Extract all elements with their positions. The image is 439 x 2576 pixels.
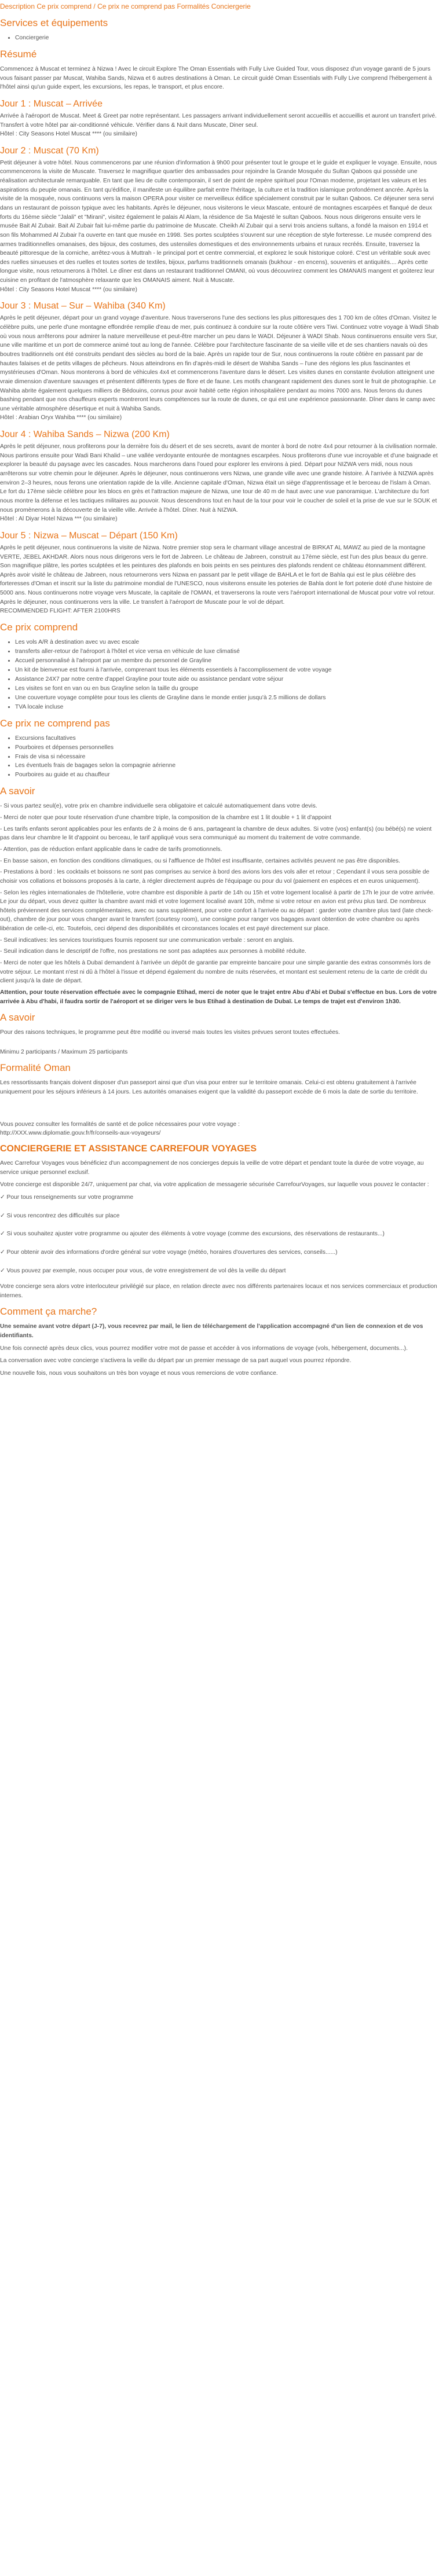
how-title: Comment ça marche? — [0, 1306, 97, 1318]
includes-list — [0, 638, 439, 712]
know2-text: Pour des raisons techniques, le programme peut être modifié ou inversé mais toutes les visites prévues seront toutes effectuées. — [0, 1029, 341, 1036]
consult-text: Vous pouvez consulter les formalités de santé et de police nécessaires pour votre voyage : — [0, 1121, 240, 1128]
know-line: - Les tarifs enfants seront applicables pour les enfants de 2 à moins de 6 ans, partageant la chambre de deux adultes. Si votre (vos) enfant(s) (ou bébé(s) ne voient pas dans leur chambre le lit d'appoint ou berceau, le tarif appliqué vous sera communiqué au moment du traitement de votre commande. — [0, 825, 432, 842]
list-item: • Pourboires et dépenses personnelles — [15, 743, 439, 753]
list-item: • Une couverture voyage complète pour tous les clients de Grayline dans le monde entier jusqu'à 2.5 millions de dollars — [15, 693, 439, 703]
participants-text: Minimu 2 participants / Maximum 25 participants — [0, 1048, 128, 1055]
concierge-item: ✓ Vous pouvez par exemple, nous occuper pour vous, de votre enregistrement de vol dès la veille du départ — [0, 1267, 286, 1274]
day-text: Après le petit déjeuner, nous profiterons pour la dernière fois du désert et de ses secrets, avant de monter à bord de notre 4x4 pour retourner à la civilisation normale. Nous partirons ensuite pour Wadi Bani Khalid – une vallée verdoyante entourée de montagnes escarpées. Nous profiterons d'une vue incroyable et d'une baignade et explorer la beauté du paysage avec les cascades. Nous marcherons dans l'oued pour explorer les environs à pied. Départ pour NIZWA vers midi, nous nous arrêterons sur votre chemin pour le déjeuner. Après le déjeuner, nous continuerons vers Nizwa, une grande ville avec une grande histoire. À l'arrivée à NIZWA après environ 2–3 heures, nous ferons une orientation rapide de la ville. Ancienne capitale d'Oman, Nizwa était un siège d'apprentissage et le berceau de l'islam à Oman. Le fort du 17ème siècle célèbre pour les blocs en grès et l'attraction majeure de Nizwa, une tour de 40 m de haut avec une vue panoramique. L'architecture du fort nous montre la défense et les tactiques militaires au pouvoir. Nous descendrons tout en haut de la tour pour voir le coucher de soleil et la prise de vue sur le SOUK et nous promènerons à la découverte de la vieille ville. Arrivée à l'hôtel. Dîner. Nuit à NIZWA. — [0, 443, 438, 513]
day-text: Après le petit déjeuner, nous continuerons la visite de Nizwa. Notre premier stop sera le charmant village ancestral de BIRKAT AL MAWZ au pied de la montagne VERTE, JEBEL AKHDAR. Alors nous nous dirigerons vers le fort de Jabreen. Le château de Jabreen, construit au 17ème siècle, est l'un des plus beaux du genre. Son magnifique plâtre, les portes sculptées et les peintures des plafonds en bois peints en ses peintures des plafonds rendent ce château étonnamment différent. Après avoir visité le château de Jabreen, nous retournerons vers Nizwa en passant par le petit village de BAHLA et le fort de Bahla qui est le plus célèbre des forteresses d'Oman et inscrit sur la liste du patrimoine mondial de l'UNESCO, nous visiterons ensuite les poteries de Bahla dont le fort poterie doté d'une histoire de 5000 ans. Nous continuerons notre voyage vers Muscate, la capitale de l'OMAN, et traverserons la route vers l'aéroport international de Muscat pour votre vol retour. Après le déjeuner, nous continuerons vers la ville. Le transfert à l'aéroport de Muscate pour le vol de départ. — [0, 544, 435, 606]
how-p3: La conversation avec votre concierge s'activera la veille du départ par un premier message de sa part auquel vous pourrez répondre. — [0, 1357, 352, 1364]
day-title: Jour 4 : Wahiba Sands – Nizwa (200 Km) — [0, 430, 170, 440]
concierge-contact: Votre concierge est disponible 24/7, uniquement par chat, via votre application de messagerie sécurisée CarrefourVoyages, sur laquelle vous pouvez le contacter : — [0, 1181, 429, 1188]
day-text: Arrivée à l'aéroport de Muscat. Meet & Greet par notre représentant. Les passagers arrivant individuellement seront accueillis et accueillis et auront un transfert privé. Transfert à votre hôtel par air-conditionné véhicule. Vérifier dans & Nuit dans Muscate, Diner seul. — [0, 112, 437, 129]
concierge-item: ✓ Pour tous renseignements sur votre programme — [0, 1194, 134, 1201]
day-title: Jour 2 : Muscat (70 Km) — [0, 145, 99, 156]
consult-link[interactable]: http://XXX.www.diplomatie.gouv.fr/fr/conseils-aux-voyageurs/ — [0, 1130, 161, 1137]
concierge-intro: Avec Carrefour Voyages vous bénéficiez d'un accompagnement de nos concierges depuis la veille de votre départ et pendant toute la durée de votre voyage, au service unique personnel exclusif. — [0, 1160, 424, 1176]
day-1 — [0, 99, 439, 139]
day-text: Après le petit déjeuner, départ pour un grand voyage d'aventure. Nous traverserons l'une des sections les plus pittoresques des 1 700 km de côtes d'Oman. Visitez le célèbre puits, une perle d'une montagne effondrée remplie d'eau de mer, puis continuez à conduire sur la route côtière vers Tiwi. Continuez votre voyage à Wadi Shab où vous nous arrêterons pour admirer la nature merveilleuse et peut-être marcher un peu dans le WADI. Déjeuner à WADI Shab. Nous continuerons ensuite vers Sur, une ville maritime et un port de commerce animé tout au long de l'année. Célèbre pour l'architecture fascinante de sa vieille ville et de ses chantiers navals où des boutres traditionnels ont été construits pendant des siècles au bord de la baie. Après un rapide tour de Sur, nous continuerons la route côtière en passant par de hautes falaises et de petits villages de pêcheurs. Nous atteindrons en fin d'après-midi le désert de Wahiba Sands – l'une des régions les plus fascinantes et mystérieuses d'Oman. Nous monterons à bord de véhicules 4x4 et commencerons l'aventure dans le désert. Les visites dunes en constante évolution atteignent une vraie dimension d'aventure sauvages et présentent différents types de flore et de faune. Les motifs changeant rapidement des dunes sont le fruit de photographie. Le Wahiba abrite également quelques milliers de Bédouins, connus pour avoir habité cette région inhospitalière pendant au moins 7000 ans. Nous ferons du dunes bashing pendant que nos chauffeurs experts montreront leurs compétences sur la route de dunes, ce qui est une expérience passionnante. Dîner dans le camp avec une véritable atmosphère désertique et nuit à Wahiba Sands. — [0, 315, 439, 412]
concierge-title: CONCIERGERIE ET ASSISTANCE CARREFOUR VOYAGES — [0, 1144, 257, 1154]
concierge-item: ✓ Pour obtenir avoir des informations d'ordre général sur votre voyage (météo, horaires d'ouvertures des services, conseils......) — [0, 1249, 338, 1256]
know-line: - Seuil indicatives: les services touristiques fournis reposent sur une communication verbale : seront en anglais. — [0, 937, 294, 944]
day-hotel: RECOMMENDED FLIGHT: AFTER 2100HRS — [0, 608, 120, 615]
formalites-title: Formalité Oman — [0, 1062, 71, 1074]
how-p4: Une nouvelle fois, nous vous souhaitons un très bon voyage et nous vous remercions de votre confiance. — [0, 1370, 278, 1377]
know-line: - Merci de noter que pour toute réservation d'une chambre triple, la composition de la chambre est 1 lit double + 1 lit d'appoint — [0, 814, 332, 821]
list-item: • Accueil personnalisé à l'aéroport par un membre du personnel de Grayline — [15, 656, 439, 666]
list-item: • transferts aller-retour de l'aéroport à l'hôtel et vice versa en véhicule de luxe climatisé — [15, 647, 439, 656]
day-4 — [0, 430, 439, 524]
day-hotel: Hôtel : City Seasons Hotel Muscat **** (ou similaire) — [0, 131, 137, 138]
concierge-list — [0, 1193, 439, 1275]
includes-title: Ce prix comprend — [0, 621, 78, 633]
know-etihad-note: Attention, pour toute réservation effectuée avec le compagnie Etihad, merci de noter que le trajet entre Abu d'Abi et Dubaï s'effectue en bus. Lors de votre arrivée à Abu d'habi, il faudra sortir de l'aéroport et se diriger vers le bus Etihad à destination de Dubaï. Le temps de trajet est d'environ 1h30. — [0, 989, 437, 1005]
list-item: • Excursions facultatives — [15, 734, 439, 743]
how-p1: Une semaine avant votre départ (J-7), vous recevrez par mail, le lien de téléchargement de l'application accompagné d'un lien de connexion et de vos identifiants. — [0, 1323, 423, 1340]
day-2 — [0, 146, 439, 295]
list-item: • Les éventuels frais de bagages selon la compagnie aérienne — [15, 761, 439, 770]
list-item: • Frais de visa si nécessaire — [15, 753, 439, 762]
day-hotel: Hôtel : Al Diyar Hotel Nizwa *** (ou similaire) — [0, 516, 118, 523]
know-line: - Merci de noter que les hôtels à Dubaï demandent à l'arrivée un dépôt de garantie par empreinte bancaire pour une simple garantie des extras consommés lors de votre séjour. Le montant n'est ni dû à l'hôtel à l'issue et dépend également du nombre de nuits réservées, et montant est seulement retenu de la carte de crédit du client jusqu'à la date de départ. — [0, 959, 431, 985]
list-item: • Assistance 24X7 par notre centre d'appel Grayline pour toute aide ou assistance pendant votre séjour — [15, 675, 439, 684]
day-title: Jour 5 : Nizwa – Muscat – Départ (150 Km) — [0, 530, 178, 541]
day-text: Petit déjeuner à votre hôtel. Nous commencerons par une réunion d'information à 9h00 pour présenter tout le groupe et le guide et expliquer le voyage. Ensuite, nous commencerons la visite de Muscate. Traversez le magnifique quartier des ambassades pour rejoindre la Grande Mosquée du Sultan Qaboos qui possède une réalisation architecturale remarquable. En tant que lieu de culte contemporain, il sert de point de repère spirituel pour l'Oman moderne, projetant les valeurs et les aspirations du peuple omanais. En tant qu'édifice, il manifeste un équilibre parfait entre l'héritage, la culture et la tradition islamique profondément ancrée. Après la visite de la mosquée, nous continuons vers la maison OPERA pour visiter ce merveilleux édifice spécialement construit par le sultan Qaboos. Ce déjeuner sera servi dans un restaurant de poisson typique avec les habitants. Après le déjeuner, nous visiterons le vieux Mascate, entouré de montagnes escarpées et flanqué de deux forts du 16ème siècle "Jalali" et "Mirani", visitez également le palais Al Alam, la résidence de Sa Majesté le sultan Qaboos. Nous nous dirigerons ensuite vers le musée Bait Al Zubair. Bait Al Zubair fait lui-même partie du patrimoine de Muscate. Cheikh Al Zubair qui a servi trois anciens sultans, a fondé la maison en 1914 et son fils Mohammed Al Zubair l'a ouverte en tant que musée en 1998. Ses portes sculptées s'ouvrent sur une réception de style forteresse. Le musée comprend des armes traditionnelles omanaises, des bijoux, des costumes, des ustensiles domestiques et des environnements urbains et ruraux recréés. Ensuite, traversez la beauté pittoresque de la corniche, arrêtez-vous à Muttrah - le principal port et centre commercial, et explorez le souk historique coloré. C'est un véritable souk avec des ruelles sinueuses et des ruelles et toutes sortes de textiles, bijoux, parfums traditionnels omanais (bukhour - en encens), souvenirs et antiquités.... Après cette longue visite, nous retournerons à l'hôtel. Le dîner est dans un restaurant traditionnel OMANI, où vous découvrirez comment les OMANAIS mangent et goûterez leur cuisine en profitant de l'atmosphère relaxante que les OMANAIS aiment. Nuit à Muscate. — [0, 159, 437, 284]
list-item: • Pourboires au guide et au chauffeur — [15, 770, 439, 780]
concierge-item: ✓ Si vous souhaitez ajuster votre programme ou ajouter des éléments à votre voyage (comme des excursions, des réservations de restaurants...) — [0, 1231, 385, 1238]
list-item: • Les visites se font en van ou en bus Grayline selon la taille du groupe — [15, 684, 439, 693]
day-title: Jour 3 : Musat – Sur – Wahiba (340 Km) — [0, 301, 166, 311]
know-line: - Prestations à bord : les cocktails et boissons ne sont pas comprises au service à bord des avions lors des vols aller et retour ; Cependant il vous sera possible de choisir vos collations et boissons proposés à la carte, à régler directement auprès de l'équipage ou pour du vol (paiement en espèces et en euros uniquement). — [0, 869, 430, 885]
know-line: - Selon les règles internationales de l'hôtellerie, votre chambre est disponible à partir de 14h ou 15h et votre logement localisé à partir de 17h le jour de votre arrivée. Le jour du départ, vous devez quitter la chambre avant midi et votre logement localisé avant 10h, même si votre retour en avion est prévu plus tard. De nombreux hôtels préviennent des services complémentaires, avec ou sans supplément, pour votre confort à l'arrivée ou au départ : garder votre chambre plus tard (late check-out), chambre de jour pour vous changer avant le transfert (courtesy room), une consigne pour ranger vos bagages avant obtention de votre chambre ou après libération de celle-ci, etc. Toutefois, ceci dépend des disponibilités et circonstances locales et est payé directement sur place. — [0, 889, 435, 933]
concierge-item: ✓ Si vous rencontrez des difficultés sur place — [0, 1212, 120, 1219]
services-title: Services et équipements — [0, 17, 108, 28]
know-list — [0, 802, 439, 1006]
resume-text: Commencez à Muscat et terminez à Nizwa ! Avec le circuit Explore The Oman Essentials with Fully Live Guided Tour, vous disposez d'un voyage garanti de 5 jours vous faisant passer par Muscat, Wahiba Sands, Nizwa et 6 autres destinations à Oman. Le circuit guidé Oman Essentials with Fully Live comprend l'hébergement à l'hôtel ainsi qu'un guide expert, les excursions, les repas, le transport, et plus encore. — [0, 65, 432, 91]
day-5 — [0, 531, 439, 616]
day-hotel: Hôtel : Arabian Oryx Wahiba **** (ou similaire) — [0, 414, 122, 421]
formalites-text: Les ressortissants français doivent disposer d'un passeport ainsi que d'un visa pour entrer sur le territoire omanais. Celui-ci est obtenu gratuitement à l'arrivée uniquement pour les séjours inférieurs à 14 jours. Les autorités omanaises exigent que la validité du passeport excède de 6 mois la date de sortie du territoire. — [0, 1080, 418, 1096]
day-3 — [0, 301, 439, 423]
day-title: Jour 1 : Muscat – Arrivée — [0, 98, 103, 109]
list-item: • Conciergerie — [15, 34, 439, 43]
breadcrumb[interactable]: Description Ce prix comprend / Ce prix ne comprend pas Formalités Conciergerie — [0, 2, 251, 10]
how-p2: Une fois connecté après deux clics, vous pourrez modifier votre mot de passe et accéder à vos informations de voyage (vols, hébergement, documents...). — [0, 1345, 408, 1352]
concierge-outro: Votre concierge sera alors votre interlocuteur privilégié sur place, en relation directe avec nos différents partenaires locaux et nos services commerciaux et production internes. — [0, 1283, 437, 1299]
services-list — [0, 34, 439, 43]
list-item: • Les vols A/R à destination avec vu avec escale — [15, 638, 439, 647]
list-item: • Un kit de bienvenue est fourni à l'arrivée, comprenant tous les éléments essentiels à l'accomplissement de votre voyage — [15, 666, 439, 675]
resume-title: Résumé — [0, 48, 37, 60]
know-line: - En basse saison, en fonction des conditions climatiques, ou si l'affluence de l'hôtel est insuffisante, certaines activités peuvent ne pas être disponibles. — [0, 857, 400, 864]
day-hotel: Hôtel : City Seasons Hotel Muscat **** (ou similaire) — [0, 286, 137, 293]
excludes-title: Ce prix ne comprend pas — [0, 717, 110, 729]
know-line: - Attention, pas de réduction enfant applicable dans le cadre de tarifs promotionnels. — [0, 846, 222, 853]
know-line: - Si vous partez seul(e), votre prix en chambre individuelle sera obligatoire et calculé automatiquement dans votre devis. — [0, 803, 317, 810]
know2-title: A savoir — [0, 1012, 35, 1023]
know-title: A savoir — [0, 786, 35, 797]
know-line: - Seuil indication dans le descriptif de l'offre, nos prestations ne sont pas adaptées aux personnes à mobilité réduite. — [0, 948, 306, 955]
excludes-list — [0, 734, 439, 780]
list-item: • TVA locale incluse — [15, 703, 439, 712]
